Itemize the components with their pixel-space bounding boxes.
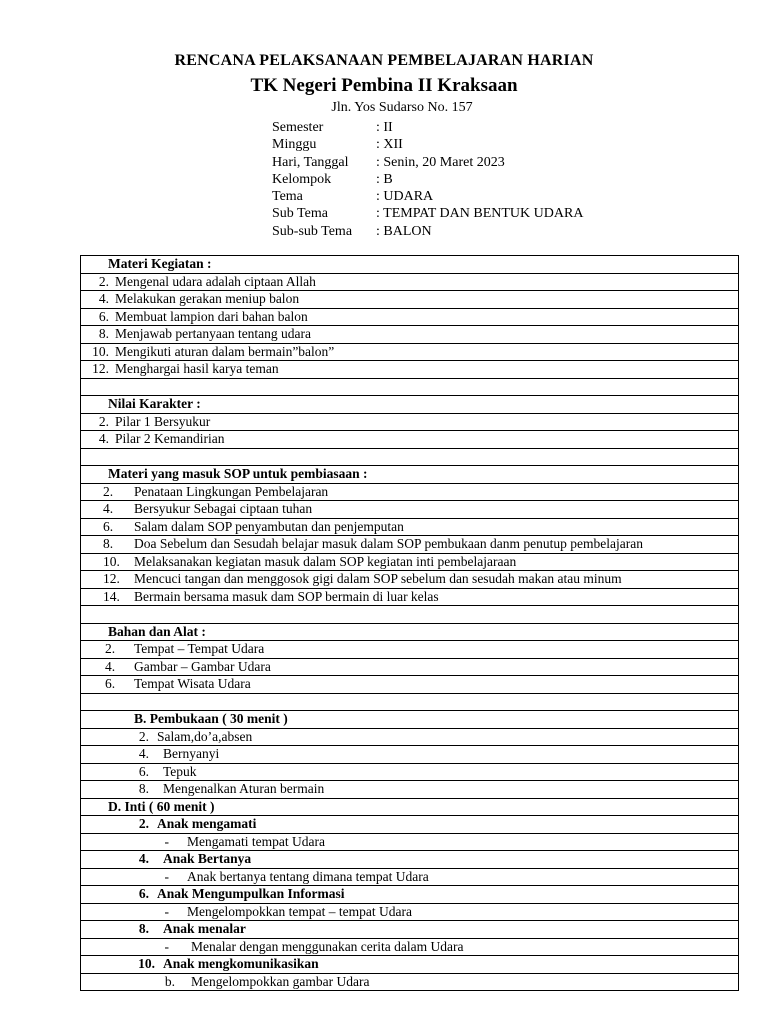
list-item: 4. Gambar – Gambar Udara: [81, 658, 739, 676]
section-heading: Materi yang masuk SOP untuk pembiasaan :: [81, 466, 739, 484]
list-item: 6. Tepuk: [81, 763, 739, 781]
list-item: - Menalar dengan menggunakan cerita dalam Udara: [81, 938, 739, 956]
empty-row: [81, 448, 739, 466]
section-heading: Nilai Karakter :: [81, 396, 739, 414]
list-item: 10. Anak mengkomunikasikan: [81, 956, 739, 974]
section-heading: B. Pembukaan ( 30 menit ): [81, 711, 739, 729]
list-item: 4. Bersyukur Sebagai ciptaan tuhan: [81, 501, 739, 519]
list-item: 2. Tempat – Tempat Udara: [81, 641, 739, 659]
list-item: 8. Menjawab pertanyaan tentang udara: [81, 326, 739, 344]
list-item: 8. Anak menalar: [81, 921, 739, 939]
list-item: 12. Menghargai hasil karya teman: [81, 361, 739, 379]
list-item: 2. Pilar 1 Bersyukur: [81, 413, 739, 431]
list-item: 4. Anak Bertanya: [81, 851, 739, 869]
list-item: - Mengelompokkan tempat – tempat Udara: [81, 903, 739, 921]
meta-row: Tema : UDARA: [272, 189, 434, 205]
meta-row: Semester : II: [272, 120, 393, 135]
list-item: 4. Melakukan gerakan meniup balon: [81, 291, 739, 309]
list-item: 2. Penataan Lingkungan Pembelajaran: [81, 483, 739, 501]
meta-row: Sub Tema : TEMPAT DAN BENTUK UDARA: [272, 206, 584, 222]
list-item: 10. Melaksanakan kegiatan masuk dalam SOP kegiatan inti pembelajaraan: [81, 553, 739, 571]
list-item: - Anak bertanya tentang dimana tempat Udara: [81, 868, 739, 886]
document-title: RENCANA PELAKSANAAN PEMBELAJARAN HARIAN: [174, 52, 594, 69]
list-item: - Mengamati tempat Udara: [81, 833, 739, 851]
meta-row: Hari, Tanggal : Senin, 20 Maret 2023: [272, 154, 505, 170]
list-item: 8. Doa Sebelum dan Sesudah belajar masuk dalam SOP pembukaan danm penutup pembelajaran: [81, 536, 739, 554]
list-item: 2. Mengenal udara adalah ciptaan Allah: [81, 273, 739, 291]
plan-table: [80, 255, 739, 991]
list-item: 2. Salam,do’a,absen: [81, 728, 739, 746]
section-heading: Bahan dan Alat :: [81, 623, 739, 641]
list-item: b. Mengelompokkan gambar Udara: [81, 973, 739, 991]
list-item: 8. Mengenalkan Aturan bermain: [81, 781, 739, 799]
list-item: 10. Mengikuti aturan dalam bermain”balon”: [81, 343, 739, 361]
list-item: 6. Salam dalam SOP penyambutan dan penjemputan: [81, 518, 739, 536]
list-item: 6. Anak Mengumpulkan Informasi: [81, 886, 739, 904]
list-item: 4. Bernyanyi: [81, 746, 739, 764]
metadata-block: [272, 119, 583, 240]
list-item: 6. Membuat lampion dari bahan balon: [81, 308, 739, 326]
section-heading: Materi Kegiatan :: [81, 256, 739, 274]
meta-row: Kelompok : B: [272, 171, 393, 187]
list-item: 2. Anak mengamati: [81, 816, 739, 834]
empty-row: [81, 606, 739, 624]
list-item: 12. Mencuci tangan dan menggosok gigi dalam SOP sebelum dan sesudah makan atau minum: [81, 571, 739, 589]
school-address: Jln. Yos Sudarso No. 157: [331, 100, 473, 115]
meta-row: Minggu : XII: [272, 137, 403, 153]
section-heading: D. Inti ( 60 menit ): [81, 798, 739, 816]
list-item: 4. Pilar 2 Kemandirian: [81, 431, 739, 449]
school-name: TK Negeri Pembina II Kraksaan: [250, 75, 518, 96]
list-item: 6. Tempat Wisata Udara: [81, 676, 739, 694]
meta-row: Sub-sub Tema : BALON: [272, 223, 432, 239]
empty-row: [81, 693, 739, 711]
empty-row: [81, 378, 739, 396]
list-item: 14. Bermain bersama masuk dam SOP bermain di luar kelas: [81, 588, 739, 606]
